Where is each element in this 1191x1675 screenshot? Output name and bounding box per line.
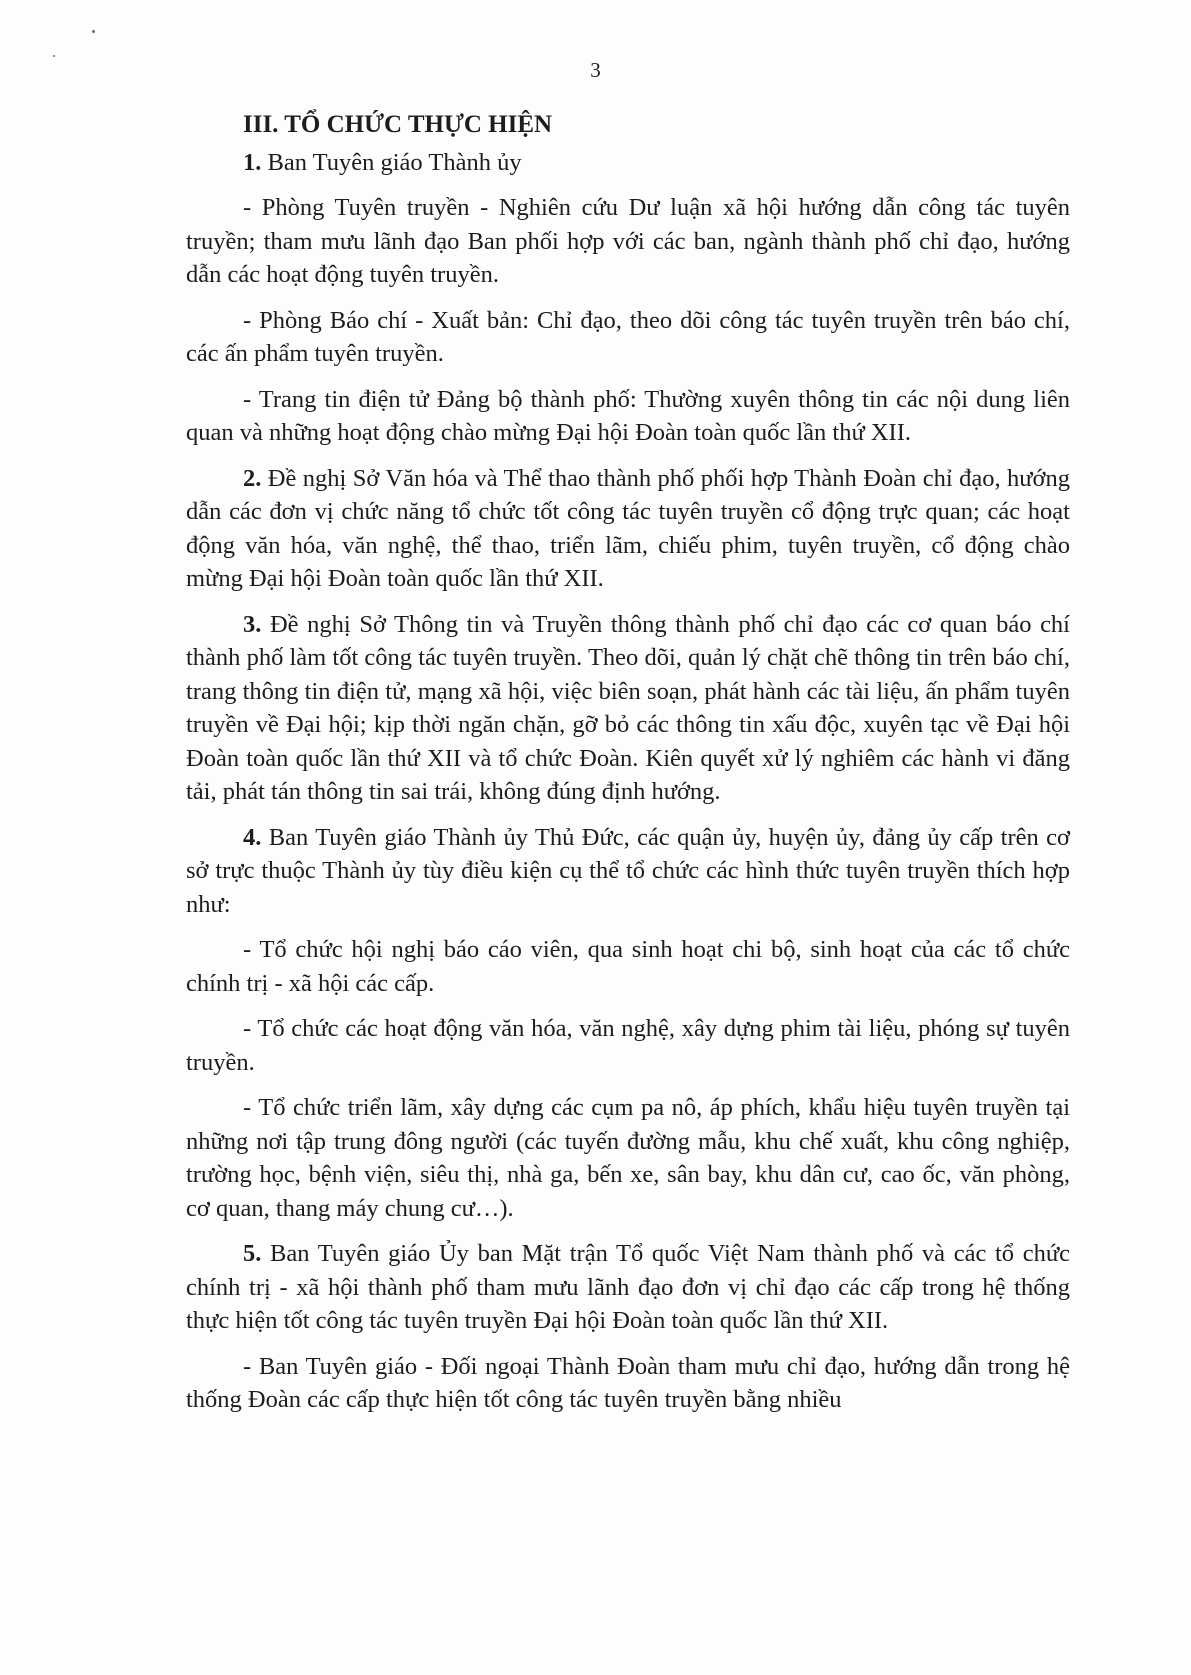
- paragraph: [186, 933, 1070, 1000]
- item-number: 1.: [243, 148, 262, 176]
- section-heading: III. TỔ CHỨC THỰC HIỆN: [243, 111, 553, 138]
- paragraph: [186, 1091, 1070, 1225]
- paragraph: [186, 146, 1070, 180]
- paragraph-text: - Trang tin điện tử Đảng bộ thành phố: Thường xuyên thông tin các nội dung liên quan và những hoạt động chào mừng Đại hội Đoàn toàn quốc lần thứ XII.: [186, 385, 1070, 446]
- document-body: [186, 108, 1070, 1429]
- paragraph: [186, 462, 1070, 596]
- paragraph: [186, 608, 1070, 809]
- paragraph: [186, 191, 1070, 292]
- item-number: 3.: [243, 610, 262, 638]
- paragraph-text: - Tổ chức triển lãm, xây dựng các cụm pa nô, áp phích, khẩu hiệu tuyên truyền tại những nơi tập trung đông người (các tuyến đường mẫu, khu chế xuất, khu công nghiệp, trường học, bệnh viện, siêu thị, nhà ga, bến xe, sân bay, khu dân cư, cao ốc, văn phòng, cơ quan, thang máy chung cư…).: [186, 1094, 1070, 1222]
- paragraph-text: - Phòng Tuyên truyền - Nghiên cứu Dư luận xã hội hướng dẫn công tác tuyên truyền; tham mưu lãnh đạo Ban phối hợp với các ban, ngành thành phố chỉ đạo, hướng dẫn các hoạt động tuyên truyền.: [186, 194, 1070, 288]
- item-number: 2.: [243, 464, 262, 492]
- paragraph: [186, 383, 1070, 450]
- paragraph-text: Ban Tuyên giáo Ủy ban Mặt trận Tổ quốc Việt Nam thành phố và các tổ chức chính trị - xã hội thành phố tham mưu lãnh đạo đơn vị chỉ đạo các cấp trong hệ thống thực hiện tốt công tác tuyên truyền Đại hội Đoàn toàn quốc lần thứ XII.: [186, 1240, 1070, 1334]
- paragraph-text: Ban Tuyên giáo Thành ủy Thủ Đức, các quận ủy, huyện ủy, đảng ủy cấp trên cơ sở trực thuộc Thành ủy tùy điều kiện cụ thể tổ chức các hình thức tuyên truyền thích hợp như:: [186, 823, 1070, 918]
- paragraph-text: - Tổ chức các hoạt động văn hóa, văn nghệ, xây dựng phim tài liệu, phóng sự tuyên truyền.: [186, 1015, 1070, 1076]
- scan-speck: [53, 55, 55, 57]
- paragraph: [186, 821, 1070, 922]
- item-number: 4.: [243, 823, 262, 851]
- item-number: 5.: [243, 1240, 262, 1267]
- paragraph-text: Đề nghị Sở Thông tin và Truyền thông thành phố chỉ đạo các cơ quan báo chí thành phố làm tốt công tác tuyên truyền. Theo dõi, quản lý chặt chẽ thông tin trên báo chí, trang thông tin điện tử, mạng xã hội, việc biên soạn, phát hành các tài liệu, ấn phẩm tuyên truyền về Đại hội; kịp thời ngăn chặn, gỡ bỏ các thông tin xấu độc, xuyên tạc về Đại hội Đoàn toàn quốc lần thứ XII và tổ chức Đoàn. Kiên quyết xử lý nghiêm các hành vi đăng tải, phát tán thông tin sai trái, không đúng định hướng.: [186, 610, 1070, 805]
- paragraph-list: [186, 146, 1070, 1417]
- paragraph: [186, 1012, 1070, 1079]
- paragraph: [186, 1350, 1070, 1417]
- paragraph: [186, 304, 1070, 371]
- paragraph-text: - Ban Tuyên giáo - Đối ngoại Thành Đoàn tham mưu chỉ đạo, hướng dẫn trong hệ thống Đoàn các cấp thực hiện tốt công tác tuyên truyền bằng nhiều: [186, 1352, 1070, 1413]
- paragraph-text: Ban Tuyên giáo Thành ủy: [261, 148, 522, 176]
- paragraph-text: - Phòng Báo chí - Xuất bản: Chỉ đạo, theo dõi công tác tuyên truyền trên báo chí, các ấn phẩm tuyên truyền.: [186, 306, 1070, 367]
- scan-speck: [92, 30, 95, 33]
- paragraph-text: - Tổ chức hội nghị báo cáo viên, qua sinh hoạt chi bộ, sinh hoạt của các tổ chức chính trị - xã hội các cấp.: [186, 936, 1070, 997]
- page-number: 3: [590, 58, 601, 82]
- paragraph: [186, 1237, 1070, 1338]
- paragraph-text: Đề nghị Sở Văn hóa và Thể thao thành phố phối hợp Thành Đoàn chỉ đạo, hướng dẫn các đơn vị chức năng tổ chức tốt công tác tuyên truyền cổ động trực quan; các hoạt động văn hóa, văn nghệ, thể thao, triển lãm, chiếu phim, tuyên truyền, cổ động chào mừng Đại hội Đoàn toàn quốc lần thứ XII.: [186, 464, 1070, 592]
